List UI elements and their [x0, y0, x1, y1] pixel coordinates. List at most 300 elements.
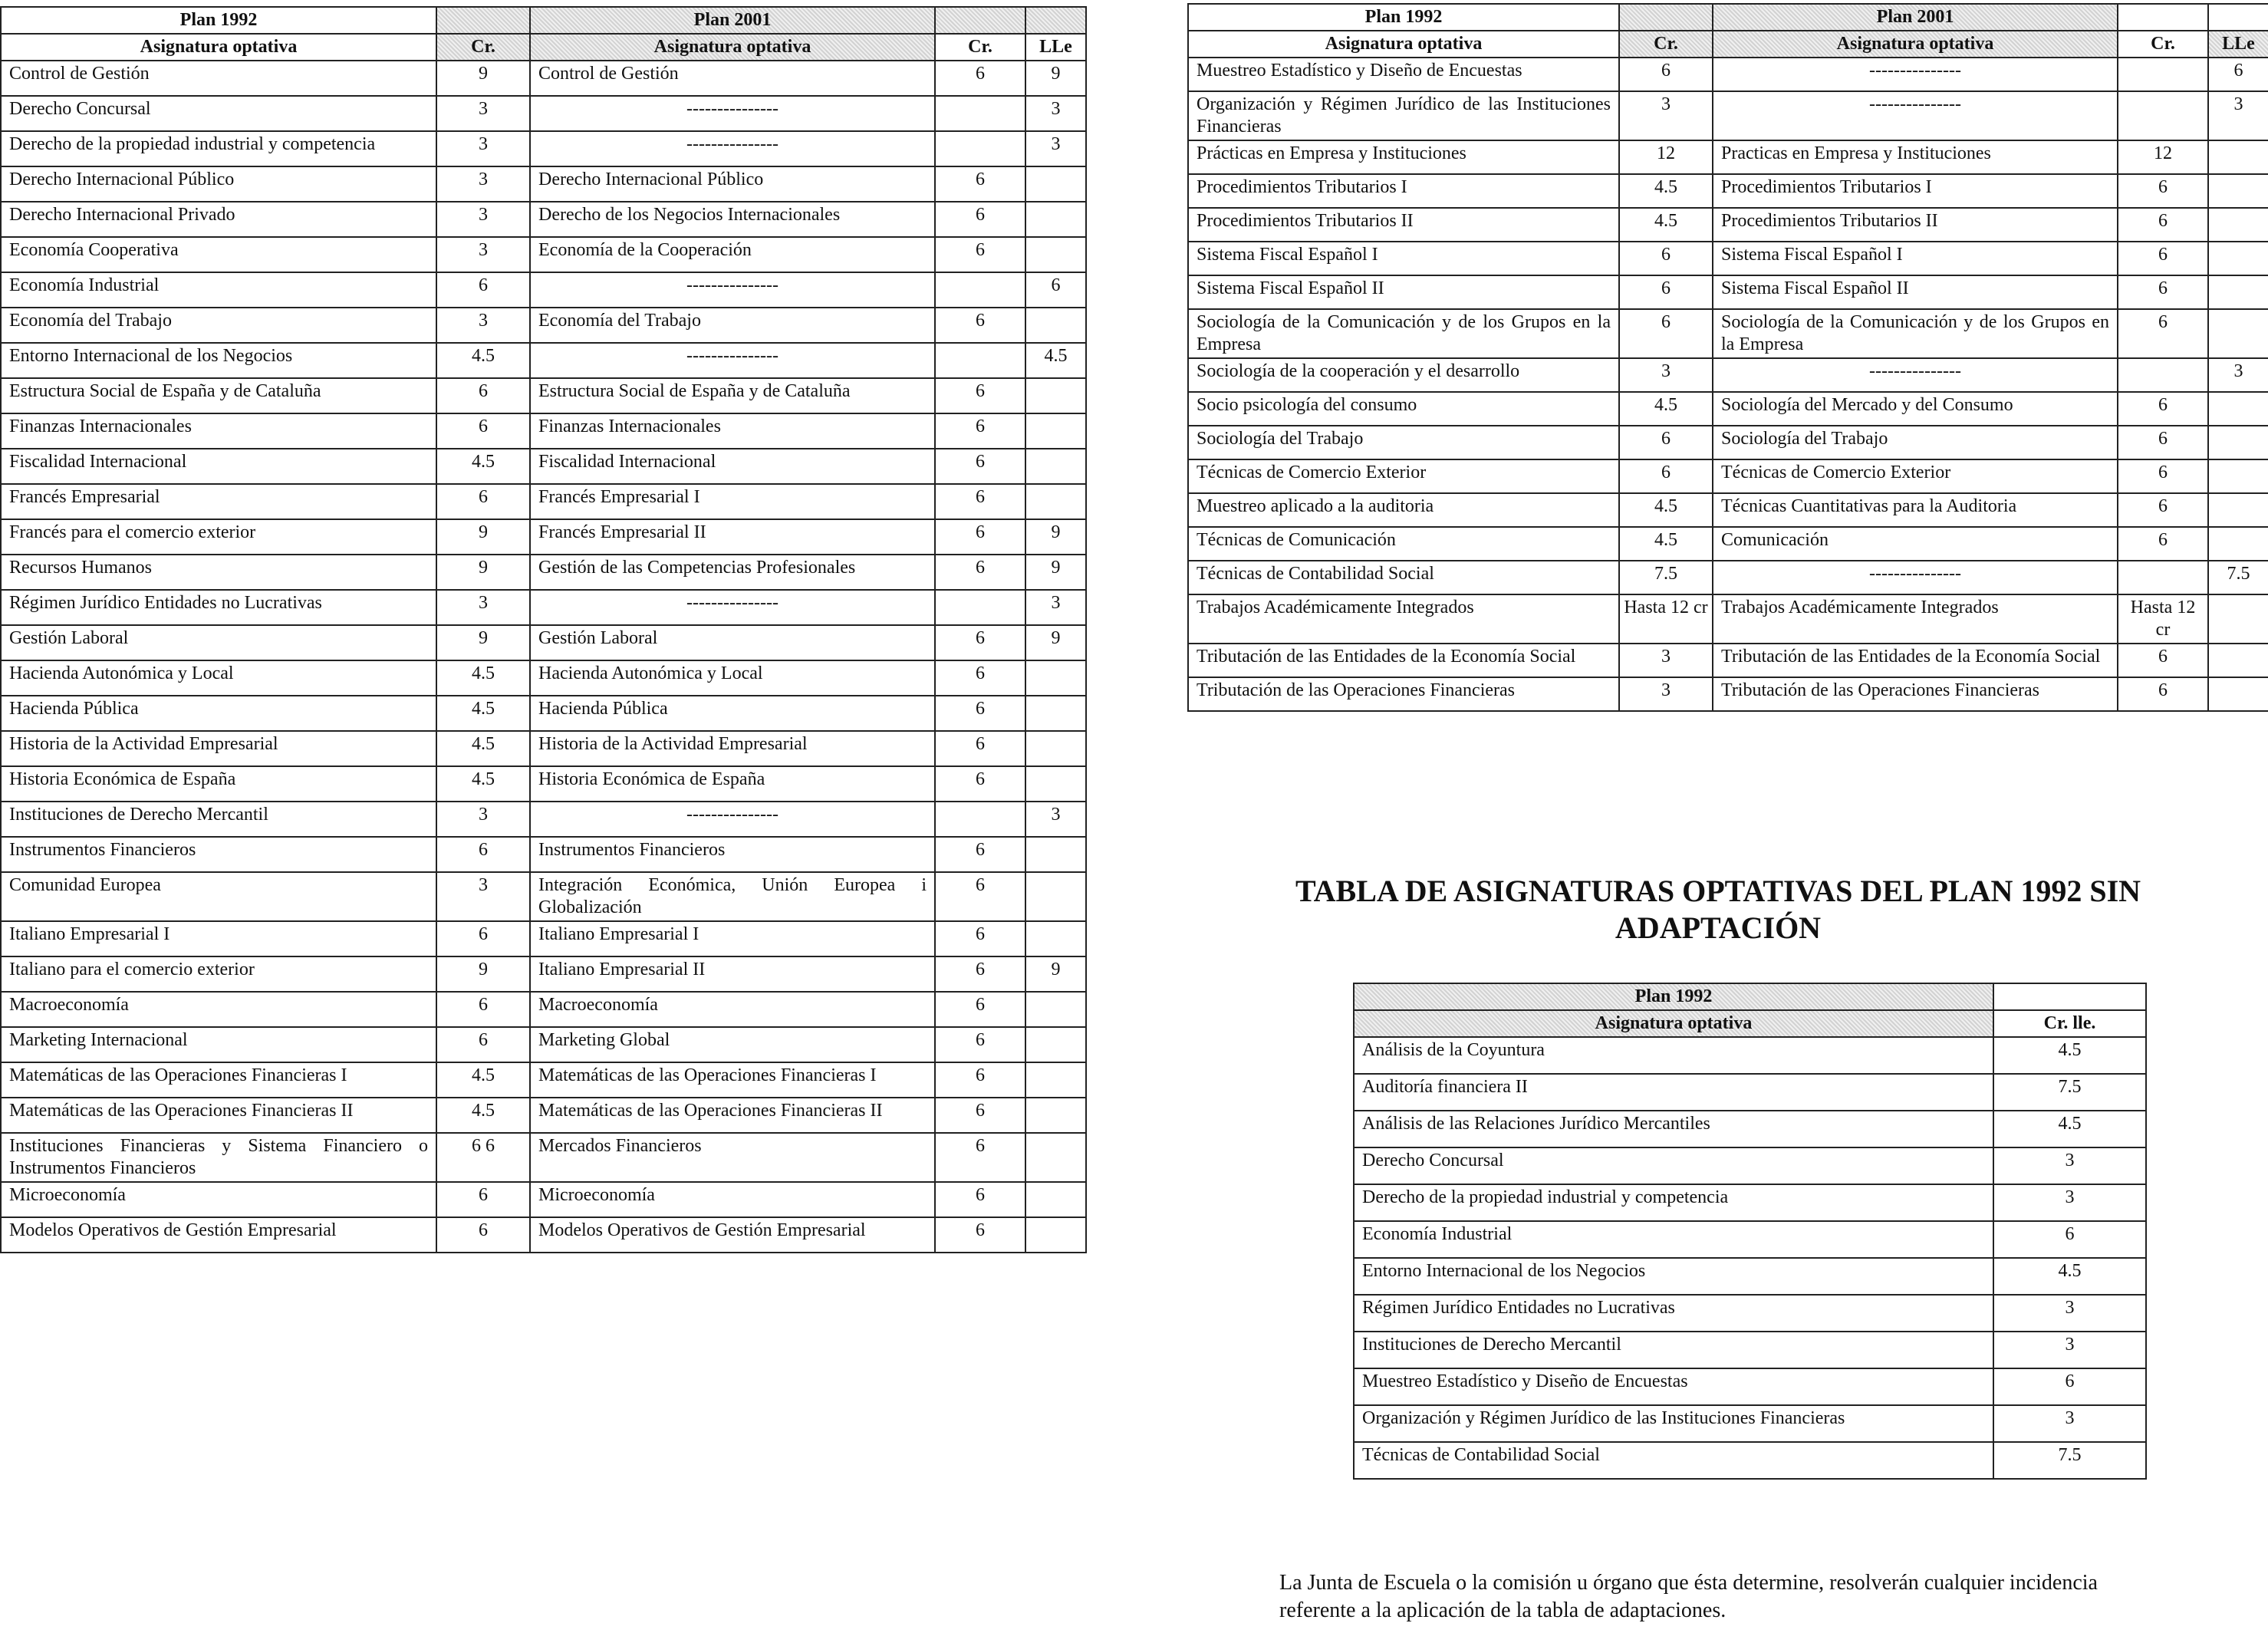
table-body — [1, 61, 1086, 1253]
old-credits-cell: 3 — [436, 308, 530, 343]
new-subject-cell: Integración Económica, Unión Europea i Globalización — [530, 872, 935, 921]
lle-credits-cell — [1025, 837, 1086, 872]
lle-credits-cell — [1025, 660, 1086, 696]
new-subject-cell: Finanzas Internacionales — [530, 413, 935, 449]
lle-credits-cell — [2208, 426, 2268, 459]
lle-credits-cell — [2208, 208, 2268, 242]
table-row — [1, 1133, 1086, 1182]
credits-header: Cr. — [935, 34, 1025, 61]
old-subject-cell: Sociología de la Comunicación y de los Grupos en la Empresa — [1188, 309, 1619, 358]
old-credits-cell: 9 — [436, 555, 530, 590]
lle-credits-cell — [1025, 202, 1086, 237]
subject-header: Asignatura optativa — [1, 34, 436, 61]
new-credits-cell: 6 — [935, 61, 1025, 96]
table-row — [1188, 174, 2268, 208]
new-subject-cell: Trabajos Académicamente Integrados — [1713, 594, 2118, 644]
table-row — [1188, 594, 2268, 644]
new-credits-cell: 6 — [935, 519, 1025, 555]
old-credits-cell: 4.5 — [1619, 527, 1713, 561]
header-spacer — [2208, 4, 2268, 31]
new-credits-cell: 6 — [2118, 242, 2208, 275]
old-credits-cell: 4.5 — [1619, 174, 1713, 208]
new-credits-cell — [935, 96, 1025, 131]
old-subject-cell: Técnicas de Comunicación — [1188, 527, 1619, 561]
header-spacer — [2118, 4, 2208, 31]
header-spacer — [436, 7, 530, 34]
new-credits-cell: 6 — [935, 1182, 1025, 1217]
old-credits-cell: 3 — [1619, 358, 1713, 392]
lle-credits-cell — [1025, 413, 1086, 449]
no-adaptation-table — [1353, 983, 2147, 1480]
new-credits-cell: 6 — [2118, 493, 2208, 527]
credits-header: Cr. — [1619, 31, 1713, 58]
old-subject-cell: Sistema Fiscal Español I — [1188, 242, 1619, 275]
subject-cell: Instituciones de Derecho Mercantil — [1354, 1332, 1993, 1368]
new-credits-cell: 6 — [935, 837, 1025, 872]
table-row — [1188, 208, 2268, 242]
new-credits-cell: Hasta 12 cr — [2118, 594, 2208, 644]
table-row — [1, 272, 1086, 308]
lle-credits-cell: 3 — [1025, 590, 1086, 625]
subject-cell: Derecho de la propiedad industrial y competencia — [1354, 1184, 1993, 1221]
lle-header: LLe — [2208, 31, 2268, 58]
lle-credits-cell — [2208, 309, 2268, 358]
table-row — [1354, 1111, 2146, 1147]
old-subject-cell: Historia de la Actividad Empresarial — [1, 731, 436, 766]
credits-cell: 7.5 — [1993, 1074, 2146, 1111]
old-credits-cell: 3 — [436, 872, 530, 921]
new-subject-cell: Francés Empresarial I — [530, 484, 935, 519]
old-subject-cell: Italiano para el comercio exterior — [1, 956, 436, 992]
old-subject-cell: Marketing Internacional — [1, 1027, 436, 1062]
lle-credits-cell — [2208, 594, 2268, 644]
table-row — [1354, 1332, 2146, 1368]
new-subject-cell: Gestión de las Competencias Profesionales — [530, 555, 935, 590]
subject-cell: Análisis de la Coyuntura — [1354, 1037, 1993, 1074]
lle-credits-cell — [2208, 392, 2268, 426]
lle-credits-cell — [2208, 140, 2268, 174]
old-credits-cell: 4.5 — [436, 766, 530, 802]
new-subject-cell: Procedimientos Tributarios II — [1713, 208, 2118, 242]
old-credits-cell: 6 — [1619, 309, 1713, 358]
new-subject-cell: Estructura Social de España y de Cataluña — [530, 378, 935, 413]
new-credits-cell — [2118, 91, 2208, 140]
old-subject-cell: Entorno Internacional de los Negocios — [1, 343, 436, 378]
lle-credits-cell — [1025, 696, 1086, 731]
new-credits-cell — [935, 343, 1025, 378]
new-subject-cell: Hacienda Autonómica y Local — [530, 660, 935, 696]
new-credits-cell: 6 — [935, 872, 1025, 921]
old-credits-cell: 3 — [436, 237, 530, 272]
table-row — [1, 590, 1086, 625]
old-subject-cell: Francés para el comercio exterior — [1, 519, 436, 555]
old-subject-cell: Organización y Régimen Jurídico de las Instituciones Financieras — [1188, 91, 1619, 140]
table-row — [1188, 358, 2268, 392]
table-row — [1, 378, 1086, 413]
credits-cell: 6 — [1993, 1221, 2146, 1258]
old-credits-cell: 3 — [436, 166, 530, 202]
lle-credits-cell — [1025, 992, 1086, 1027]
credits-cell: 3 — [1993, 1405, 2146, 1442]
lle-credits-cell — [1025, 1133, 1086, 1182]
lle-credits-cell — [1025, 1062, 1086, 1098]
credits-cell: 3 — [1993, 1332, 2146, 1368]
new-subject-cell: Procedimientos Tributarios I — [1713, 174, 2118, 208]
old-credits-cell: 6 — [436, 1217, 530, 1253]
plan-2001-header: Plan 2001 — [530, 7, 935, 34]
subject-cell: Muestreo Estadístico y Diseño de Encuestas — [1354, 1368, 1993, 1405]
lle-header: LLe — [1025, 34, 1086, 61]
old-credits-cell: 6 — [436, 992, 530, 1027]
old-credits-cell: 3 — [436, 202, 530, 237]
table-row — [1188, 275, 2268, 309]
old-credits-cell: 6 — [1619, 426, 1713, 459]
old-subject-cell: Tributación de las Operaciones Financieras — [1188, 677, 1619, 711]
old-subject-cell: Régimen Jurídico Entidades no Lucrativas — [1, 590, 436, 625]
new-subject-cell: Practicas en Empresa y Instituciones — [1713, 140, 2118, 174]
table-row — [1, 1098, 1086, 1133]
old-subject-cell: Economía Industrial — [1, 272, 436, 308]
old-credits-cell: 4.5 — [436, 449, 530, 484]
new-subject-cell: Macroeconomía — [530, 992, 935, 1027]
old-subject-cell: Sistema Fiscal Español II — [1188, 275, 1619, 309]
table-row — [1, 956, 1086, 992]
new-subject-cell: --------------- — [530, 343, 935, 378]
old-credits-cell: 6 — [436, 272, 530, 308]
new-subject-cell: Economía del Trabajo — [530, 308, 935, 343]
new-subject-cell: --------------- — [530, 272, 935, 308]
new-subject-cell: Sistema Fiscal Español I — [1713, 242, 2118, 275]
old-credits-cell: 9 — [436, 956, 530, 992]
table-row — [1354, 1368, 2146, 1405]
new-credits-cell: 6 — [935, 1133, 1025, 1182]
header-spacer — [1993, 983, 2146, 1010]
old-credits-cell: 3 — [436, 131, 530, 166]
new-credits-cell: 6 — [2118, 677, 2208, 711]
old-subject-cell: Sociología de la cooperación y el desarrollo — [1188, 358, 1619, 392]
table-row — [1, 308, 1086, 343]
new-subject-cell: Matemáticas de las Operaciones Financieras I — [530, 1062, 935, 1098]
new-credits-cell: 6 — [935, 992, 1025, 1027]
lle-credits-cell: 9 — [1025, 519, 1086, 555]
table-row — [1354, 1184, 2146, 1221]
new-subject-cell: Mercados Financieros — [530, 1133, 935, 1182]
old-subject-cell: Tributación de las Entidades de la Economía Social — [1188, 644, 1619, 677]
table-row — [1, 660, 1086, 696]
old-subject-cell: Muestreo Estadístico y Diseño de Encuestas — [1188, 58, 1619, 91]
new-credits-cell: 6 — [935, 1217, 1025, 1253]
old-subject-cell: Hacienda Autonómica y Local — [1, 660, 436, 696]
old-subject-cell: Procedimientos Tributarios II — [1188, 208, 1619, 242]
new-credits-cell: 6 — [935, 921, 1025, 956]
old-subject-cell: Fiscalidad Internacional — [1, 449, 436, 484]
table-row — [1, 696, 1086, 731]
lle-credits-cell: 9 — [1025, 555, 1086, 590]
table-row — [1, 96, 1086, 131]
lle-credits-cell: 6 — [1025, 272, 1086, 308]
old-credits-cell: 3 — [1619, 644, 1713, 677]
credits-cell: 4.5 — [1993, 1258, 2146, 1295]
old-credits-cell: 6 — [436, 837, 530, 872]
table-row — [1, 131, 1086, 166]
old-credits-cell: 4.5 — [436, 731, 530, 766]
table-row — [1188, 527, 2268, 561]
old-credits-cell: 12 — [1619, 140, 1713, 174]
subject-cell: Organización y Régimen Jurídico de las Instituciones Financieras — [1354, 1405, 1993, 1442]
lle-credits-cell — [1025, 1217, 1086, 1253]
footer-note: La Junta de Escuela o la comisión u órgano que ésta determine, resolverán cualquier incidencia referente a la aplicación de la tabla de adaptaciones. — [1279, 1571, 2098, 1622]
new-subject-cell: Historia de la Actividad Empresarial — [530, 731, 935, 766]
old-subject-cell: Instituciones Financieras y Sistema Financiero o Instrumentos Financieros — [1, 1133, 436, 1182]
new-credits-cell: 6 — [935, 484, 1025, 519]
new-subject-cell: Gestión Laboral — [530, 625, 935, 660]
table-row — [1354, 1442, 2146, 1479]
table-row — [1, 1027, 1086, 1062]
lle-credits-cell — [1025, 921, 1086, 956]
new-subject-cell: Italiano Empresarial II — [530, 956, 935, 992]
table-row — [1354, 1074, 2146, 1111]
table-row — [1, 484, 1086, 519]
old-credits-cell: 3 — [436, 802, 530, 837]
new-credits-cell: 6 — [935, 1062, 1025, 1098]
new-credits-cell: 6 — [2118, 275, 2208, 309]
old-subject-cell: Técnicas de Comercio Exterior — [1188, 459, 1619, 493]
old-subject-cell: Economía Cooperativa — [1, 237, 436, 272]
new-credits-cell: 6 — [935, 378, 1025, 413]
new-credits-cell: 6 — [935, 555, 1025, 590]
credits-header: Cr. lle. — [1993, 1010, 2146, 1037]
new-credits-cell — [2118, 358, 2208, 392]
subject-cell: Auditoría financiera II — [1354, 1074, 1993, 1111]
lle-credits-cell — [1025, 308, 1086, 343]
new-subject-cell: Técnicas Cuantitativas para la Auditoria — [1713, 493, 2118, 527]
old-credits-cell: 6 — [436, 1027, 530, 1062]
table-body — [1354, 1037, 2146, 1479]
lle-credits-cell — [2208, 242, 2268, 275]
old-credits-cell: 4.5 — [436, 660, 530, 696]
old-subject-cell: Derecho Concursal — [1, 96, 436, 131]
new-subject-cell: Hacienda Pública — [530, 696, 935, 731]
table-row — [1354, 1258, 2146, 1295]
lle-credits-cell — [1025, 766, 1086, 802]
new-credits-cell — [2118, 561, 2208, 594]
lle-credits-cell: 4.5 — [1025, 343, 1086, 378]
new-credits-cell: 6 — [935, 1098, 1025, 1133]
old-subject-cell: Finanzas Internacionales — [1, 413, 436, 449]
new-subject-cell: Italiano Empresarial I — [530, 921, 935, 956]
old-credits-cell: 4.5 — [1619, 392, 1713, 426]
credits-cell: 3 — [1993, 1295, 2146, 1332]
old-credits-cell: 3 — [436, 590, 530, 625]
new-credits-cell: 6 — [2118, 426, 2208, 459]
old-credits-cell: 7.5 — [1619, 561, 1713, 594]
new-credits-cell: 6 — [935, 1027, 1025, 1062]
table-row — [1188, 459, 2268, 493]
new-subject-cell: Historia Económica de España — [530, 766, 935, 802]
credits-cell: 3 — [1993, 1147, 2146, 1184]
lle-credits-cell: 3 — [1025, 802, 1086, 837]
new-credits-cell — [935, 131, 1025, 166]
old-subject-cell: Matemáticas de las Operaciones Financieras II — [1, 1098, 436, 1133]
lle-credits-cell — [1025, 166, 1086, 202]
old-credits-cell: 3 — [1619, 91, 1713, 140]
new-subject-cell: --------------- — [1713, 561, 2118, 594]
credits-header: Cr. — [2118, 31, 2208, 58]
new-credits-cell: 6 — [2118, 527, 2208, 561]
new-credits-cell: 6 — [935, 731, 1025, 766]
table-row — [1188, 392, 2268, 426]
old-subject-cell: Historia Económica de España — [1, 766, 436, 802]
table-row — [1354, 1405, 2146, 1442]
table-row — [1, 166, 1086, 202]
table-row — [1, 802, 1086, 837]
old-credits-cell: 6 — [436, 413, 530, 449]
old-subject-cell: Estructura Social de España y de Cataluña — [1, 378, 436, 413]
credits-cell: 7.5 — [1993, 1442, 2146, 1479]
table-row — [1, 992, 1086, 1027]
old-subject-cell: Socio psicología del consumo — [1188, 392, 1619, 426]
lle-credits-cell: 3 — [2208, 358, 2268, 392]
new-subject-cell: --------------- — [1713, 91, 2118, 140]
table-row — [1188, 91, 2268, 140]
old-credits-cell: 6 6 — [436, 1133, 530, 1182]
lle-credits-cell — [1025, 484, 1086, 519]
new-subject-cell: Técnicas de Comercio Exterior — [1713, 459, 2118, 493]
old-subject-cell: Modelos Operativos de Gestión Empresarial — [1, 1217, 436, 1253]
table-row — [1, 837, 1086, 872]
table-row — [1354, 1295, 2146, 1332]
new-credits-cell: 6 — [935, 625, 1025, 660]
old-credits-cell: 6 — [1619, 242, 1713, 275]
adaptation-table-right — [1187, 3, 2268, 712]
old-credits-cell: 6 — [436, 484, 530, 519]
new-credits-cell: 6 — [935, 956, 1025, 992]
old-credits-cell: 4.5 — [436, 343, 530, 378]
lle-credits-cell — [2208, 644, 2268, 677]
old-credits-cell: 4.5 — [1619, 208, 1713, 242]
lle-credits-cell — [1025, 237, 1086, 272]
old-credits-cell: 9 — [436, 61, 530, 96]
table-row — [1354, 1221, 2146, 1258]
header-spacer — [935, 7, 1025, 34]
old-subject-cell: Muestreo aplicado a la auditoria — [1188, 493, 1619, 527]
new-credits-cell — [935, 802, 1025, 837]
new-subject-cell: --------------- — [530, 96, 935, 131]
credits-cell: 4.5 — [1993, 1037, 2146, 1074]
lle-credits-cell: 9 — [1025, 61, 1086, 96]
old-subject-cell: Matemáticas de las Operaciones Financieras I — [1, 1062, 436, 1098]
table-row — [1, 343, 1086, 378]
lle-credits-cell: 3 — [2208, 91, 2268, 140]
subject-cell: Economía Industrial — [1354, 1221, 1993, 1258]
old-subject-cell: Macroeconomía — [1, 992, 436, 1027]
lle-credits-cell: 3 — [1025, 131, 1086, 166]
table-row — [1, 872, 1086, 921]
lle-credits-cell — [2208, 527, 2268, 561]
new-subject-cell: Matemáticas de las Operaciones Financieras II — [530, 1098, 935, 1133]
new-credits-cell: 6 — [2118, 309, 2208, 358]
old-subject-cell: Italiano Empresarial I — [1, 921, 436, 956]
old-credits-cell: 4.5 — [436, 1098, 530, 1133]
subject-cell: Régimen Jurídico Entidades no Lucrativas — [1354, 1295, 1993, 1332]
table-row — [1188, 309, 2268, 358]
new-subject-cell: Microeconomía — [530, 1182, 935, 1217]
lle-credits-cell — [1025, 872, 1086, 921]
old-credits-cell: 4.5 — [1619, 493, 1713, 527]
lle-credits-cell — [1025, 1027, 1086, 1062]
lle-credits-cell — [2208, 275, 2268, 309]
new-subject-cell: Instrumentos Financieros — [530, 837, 935, 872]
new-subject-cell: Modelos Operativos de Gestión Empresarial — [530, 1217, 935, 1253]
new-subject-cell: Marketing Global — [530, 1027, 935, 1062]
table-row — [1, 519, 1086, 555]
old-subject-cell: Sociología del Trabajo — [1188, 426, 1619, 459]
new-subject-cell: Francés Empresarial II — [530, 519, 935, 555]
table-row — [1, 731, 1086, 766]
subject-header: Asignatura optativa — [530, 34, 935, 61]
subject-cell: Entorno Internacional de los Negocios — [1354, 1258, 1993, 1295]
old-credits-cell: 4.5 — [436, 696, 530, 731]
table-row — [1, 1217, 1086, 1253]
new-credits-cell: 6 — [935, 696, 1025, 731]
old-credits-cell: 6 — [436, 921, 530, 956]
table-row — [1, 1182, 1086, 1217]
table-row — [1, 449, 1086, 484]
old-credits-cell: 3 — [436, 96, 530, 131]
table-row — [1188, 561, 2268, 594]
old-subject-cell: Derecho Internacional Privado — [1, 202, 436, 237]
new-subject-cell: Sociología del Trabajo — [1713, 426, 2118, 459]
new-subject-cell: --------------- — [1713, 58, 2118, 91]
new-credits-cell: 6 — [935, 308, 1025, 343]
lle-credits-cell — [1025, 1098, 1086, 1133]
old-credits-cell: 6 — [436, 378, 530, 413]
subject-header: Asignatura optativa — [1354, 1010, 1993, 1037]
lle-credits-cell — [2208, 493, 2268, 527]
table-row — [1, 921, 1086, 956]
adaptation-table-left — [0, 6, 1087, 1253]
credits-cell: 4.5 — [1993, 1111, 2146, 1147]
old-credits-cell: 3 — [1619, 677, 1713, 711]
new-credits-cell: 6 — [935, 237, 1025, 272]
old-subject-cell: Hacienda Pública — [1, 696, 436, 731]
lle-credits-cell: 7.5 — [2208, 561, 2268, 594]
old-subject-cell: Recursos Humanos — [1, 555, 436, 590]
lle-credits-cell — [2208, 677, 2268, 711]
new-credits-cell — [935, 590, 1025, 625]
old-credits-cell: Hasta 12 cr — [1619, 594, 1713, 644]
table-row — [1354, 1037, 2146, 1074]
old-subject-cell: Procedimientos Tributarios I — [1188, 174, 1619, 208]
old-subject-cell: Control de Gestión — [1, 61, 436, 96]
old-subject-cell: Comunidad Europea — [1, 872, 436, 921]
lle-credits-cell — [1025, 378, 1086, 413]
lle-credits-cell — [1025, 1182, 1086, 1217]
new-subject-cell: Tributación de las Entidades de la Economía Social — [1713, 644, 2118, 677]
lle-credits-cell — [2208, 459, 2268, 493]
credits-cell: 6 — [1993, 1368, 2146, 1405]
table-row — [1188, 58, 2268, 91]
header-spacer — [1619, 4, 1713, 31]
new-subject-cell: Comunicación — [1713, 527, 2118, 561]
table-row — [1, 237, 1086, 272]
old-subject-cell: Gestión Laboral — [1, 625, 436, 660]
new-credits-cell: 6 — [935, 166, 1025, 202]
credits-header: Cr. — [436, 34, 530, 61]
new-credits-cell: 6 — [935, 660, 1025, 696]
table-row — [1188, 426, 2268, 459]
old-credits-cell: 6 — [1619, 275, 1713, 309]
